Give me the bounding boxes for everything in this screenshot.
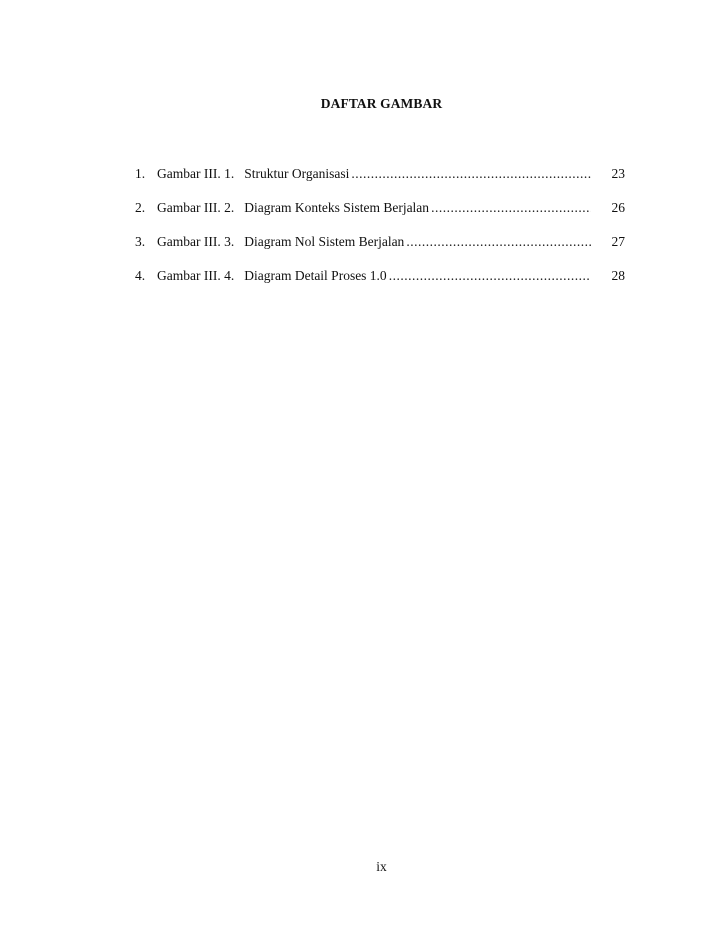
- figure-list: [135, 166, 625, 302]
- figure-label: Gambar III. 2.: [157, 200, 235, 215]
- item-number: 2.: [135, 200, 146, 215]
- dot-leader: [351, 166, 591, 182]
- item-number: 3.: [135, 234, 146, 249]
- figure-title: Struktur Organisasi: [244, 166, 350, 181]
- figure-label: Gambar III. 4.: [157, 268, 235, 283]
- dot-leader: [406, 234, 591, 250]
- figure-list-item: [135, 268, 625, 302]
- page-title: DAFTAR GAMBAR: [320, 96, 443, 111]
- figure-list-item: [135, 234, 625, 268]
- figure-title: Diagram Detail Proses 1.0: [244, 268, 387, 283]
- dot-leader: [389, 268, 591, 284]
- figure-label: Gambar III. 3.: [157, 234, 235, 249]
- item-number: 1.: [135, 166, 146, 181]
- figure-label: Gambar III. 1.: [157, 166, 235, 181]
- figure-list-item: [135, 200, 625, 234]
- figure-page-number: 27: [611, 234, 625, 249]
- figure-page-number: 26: [611, 200, 625, 215]
- page-number: ix: [376, 859, 387, 874]
- item-number: 4.: [135, 268, 146, 283]
- figure-page-number: 28: [611, 268, 625, 283]
- dot-leader: [431, 200, 591, 216]
- figure-page-number: 23: [611, 166, 625, 181]
- figure-title: Diagram Konteks Sistem Berjalan: [244, 200, 430, 215]
- figure-list-item: [135, 166, 625, 200]
- figure-title: Diagram Nol Sistem Berjalan: [244, 234, 405, 249]
